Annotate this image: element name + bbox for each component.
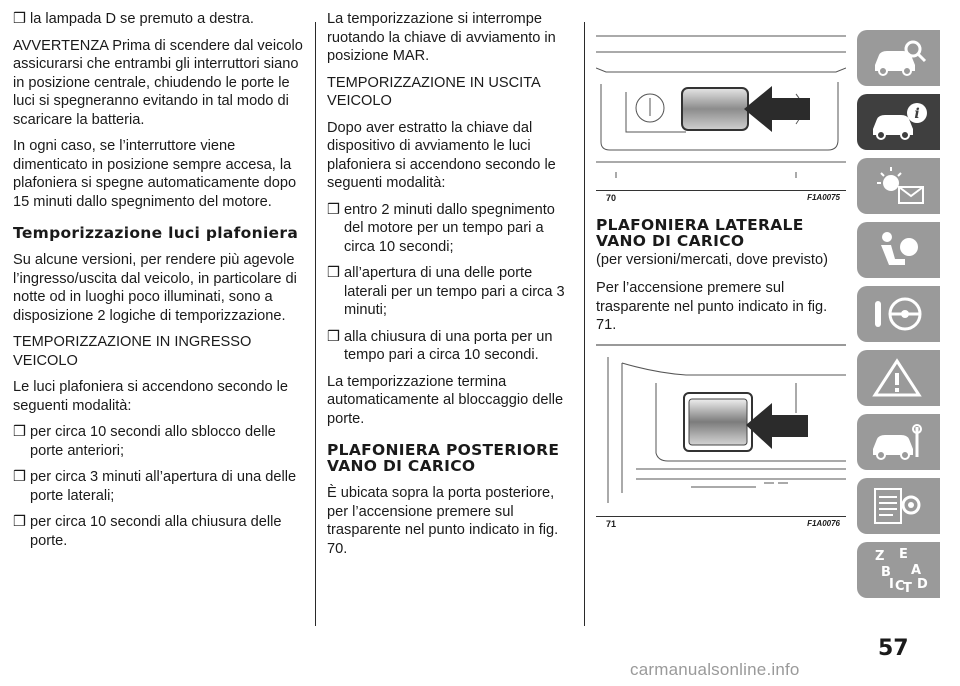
svg-text:D: D bbox=[916, 577, 928, 592]
svg-text:A: A bbox=[910, 563, 921, 578]
bullet-item: ❒ all’apertura di una delle porte laterali per un tempo pari a circa 3 minuti; bbox=[327, 265, 565, 318]
tab-index[interactable] bbox=[857, 542, 940, 598]
svg-text:E: E bbox=[898, 547, 908, 562]
figure-caption bbox=[596, 190, 846, 205]
bullet-item: ❒ per circa 10 secondi alla chiusura delle porte. bbox=[13, 514, 282, 549]
figure-70 bbox=[596, 22, 846, 205]
road-warning-icon bbox=[869, 357, 929, 399]
text-column-3 bbox=[596, 22, 846, 531]
bullet-box-icon: ❒ bbox=[13, 469, 27, 485]
bullet-box-icon: ❒ bbox=[13, 514, 27, 530]
rear-cargo-light-illustration bbox=[596, 22, 846, 182]
svg-text:Z: Z bbox=[874, 549, 884, 564]
bullet-box-icon: ❒ bbox=[327, 201, 341, 218]
svg-text:C: C bbox=[894, 579, 905, 594]
figure-code: F1A0075 bbox=[807, 192, 840, 202]
paragraph: Le luci plafoniera si accendono secondo le seguenti modalità: bbox=[13, 379, 289, 414]
specs-gear-icon bbox=[869, 485, 929, 527]
svg-text:I: I bbox=[888, 577, 894, 592]
car-wrench-icon bbox=[869, 421, 929, 463]
column-divider-left bbox=[315, 22, 316, 626]
text-column-1 bbox=[13, 10, 303, 558]
column-divider-right bbox=[584, 22, 585, 626]
light-lens bbox=[682, 88, 748, 130]
paragraph: AVVERTENZA Prima di scendere dal veicolo assicurarsi che entrambi gli interruttori siano in posizione centrale, chiudendo le porte le luci si spegneranno evitando in tal modo di scaricare la batteria. bbox=[13, 37, 303, 128]
bullet-box-icon: ❒ bbox=[327, 265, 341, 281]
paragraph: La temporizzazione termina automaticamente al bloccaggio delle porte. bbox=[327, 373, 564, 427]
side-cargo-light-illustration bbox=[596, 343, 846, 509]
car-info-icon bbox=[869, 101, 929, 143]
tab-car-info[interactable] bbox=[857, 94, 940, 150]
tab-safety[interactable] bbox=[857, 222, 940, 278]
page-number: 57 bbox=[878, 636, 909, 661]
figure-code: F1A0076 bbox=[807, 519, 840, 528]
tab-car-search[interactable] bbox=[857, 30, 940, 86]
paragraph: La temporizzazione si interrompe ruotando la chiave di avviamento in posizione MAR. bbox=[327, 11, 556, 64]
paragraph: Su alcune versioni, per rendere più agevole l’ingresso/uscita dal veicolo, in particolare di notte od in luoghi poco illuminati, sono a disposizione 2 logiche di temporizzazione. bbox=[13, 252, 297, 324]
svg-text:i: i bbox=[913, 106, 920, 122]
figure-number: 70 bbox=[606, 192, 617, 203]
svg-text:T: T bbox=[902, 581, 912, 594]
chapter-tabs bbox=[857, 30, 940, 606]
section-heading: PLAFONIERA LATERALE VANO DI CARICO bbox=[596, 215, 804, 250]
light-lens bbox=[689, 399, 747, 445]
figure-71 bbox=[596, 343, 846, 532]
paragraph: È ubicata sopra la porta posteriore, per l’accensione premere sul trasparente nel punto indicato in fig. 70. bbox=[327, 485, 559, 557]
tab-emergency[interactable] bbox=[857, 350, 940, 406]
tab-starting-driving[interactable] bbox=[857, 286, 940, 342]
steering-wheel-icon bbox=[869, 293, 929, 335]
paragraph: TEMPORIZZAZIONE IN USCITA VEICOLO bbox=[327, 74, 540, 109]
paragraph: (per versioni/mercati, dove previsto) bbox=[596, 251, 828, 268]
paragraph: TEMPORIZZAZIONE IN INGRESSO VEICOLO bbox=[13, 334, 252, 369]
figure-caption bbox=[596, 516, 846, 531]
bullet-item: ❒ alla chiusura di una porta per un tempo pari a circa 10 secondi. bbox=[327, 328, 553, 363]
bullet-item: ❒ per circa 10 secondi allo sblocco delle porte anteriori; bbox=[13, 424, 276, 459]
bullet-box-icon: ❒ bbox=[13, 424, 27, 440]
watermark: carmanualsonline.info bbox=[630, 660, 800, 679]
bullet-item: ❒ entro 2 minuti dallo spegnimento del motore per un tempo pari a circa 10 secondi; bbox=[327, 201, 555, 255]
tab-warning-lights[interactable] bbox=[857, 158, 940, 214]
bullet-item: ❒ per circa 3 minuti all’apertura di una delle porte laterali; bbox=[13, 469, 297, 504]
warning-light-icon bbox=[869, 165, 929, 207]
paragraph: Per l’accensione premere sul trasparente nel punto indicato in fig. 71. bbox=[596, 280, 828, 333]
figure-number: 71 bbox=[606, 519, 617, 529]
airbag-seat-icon bbox=[869, 229, 929, 271]
bullet-box-icon: ❒ bbox=[327, 328, 341, 345]
section-heading: Temporizzazione luci plafoniera bbox=[13, 224, 299, 242]
tab-maintenance[interactable] bbox=[857, 414, 940, 470]
text-column-2 bbox=[327, 10, 572, 566]
paragraph: Dopo aver estratto la chiave dal dispositivo di avviamento le luci plafoniera si accendono secondo le seguenti modalità: bbox=[327, 119, 556, 191]
alphabetical-index-icon bbox=[869, 546, 929, 594]
bullet-box-icon: ❒ bbox=[13, 11, 27, 27]
car-search-icon bbox=[869, 37, 929, 79]
svg-text:B: B bbox=[880, 565, 891, 580]
tab-technical-specs[interactable] bbox=[857, 478, 940, 534]
section-heading: PLAFONIERA POSTERIORE VANO DI CARICO bbox=[327, 441, 560, 475]
paragraph: In ogni caso, se l’interruttore viene dimenticato in posizione sempre accesa, la plafoniera si spegne automaticamente dopo 15 minuti dallo spegnimento del motore. bbox=[13, 138, 297, 210]
bullet-item: ❒ la lampada D se premuto a destra. bbox=[13, 11, 254, 27]
